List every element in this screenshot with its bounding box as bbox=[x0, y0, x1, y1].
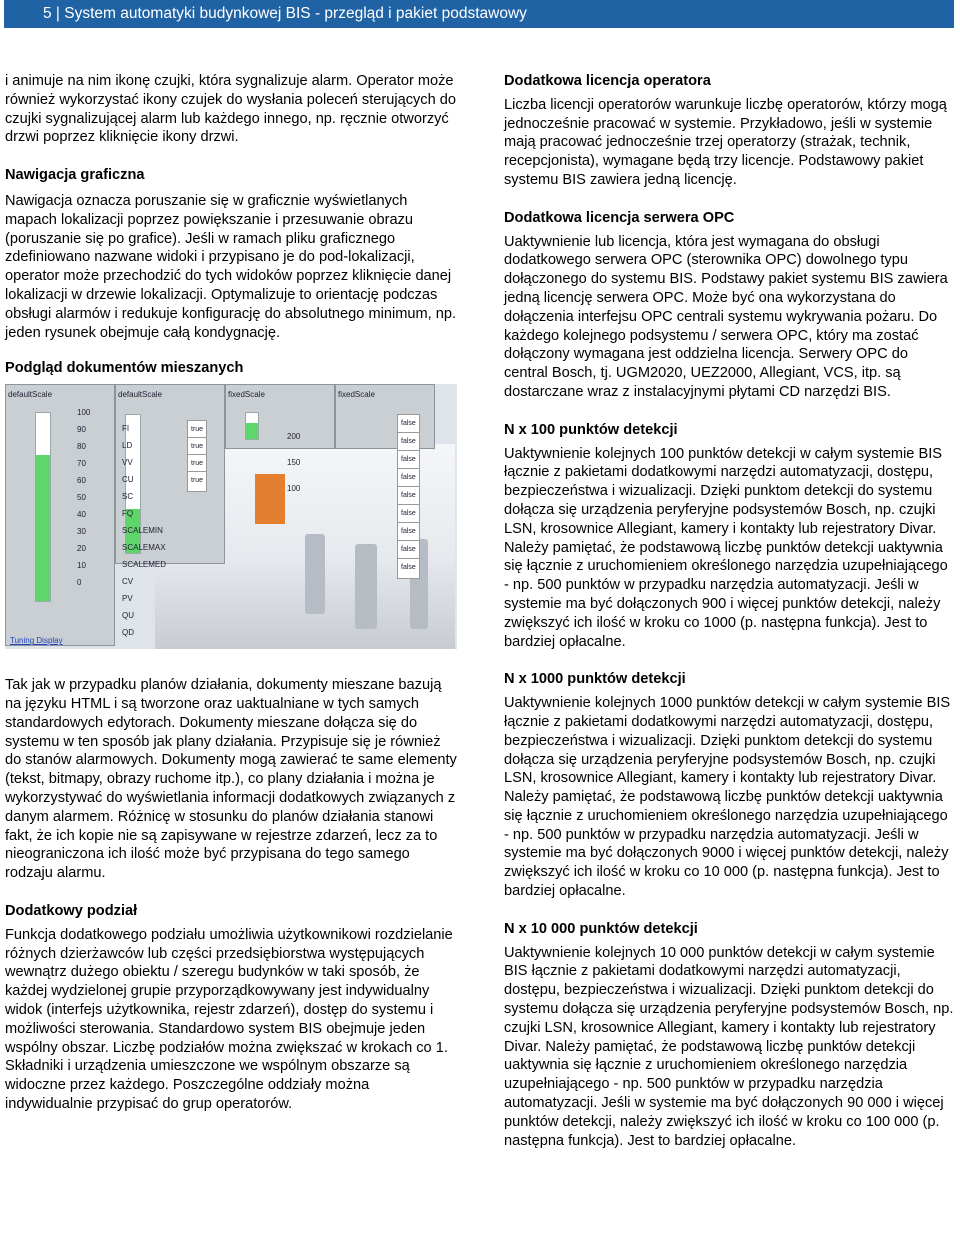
turnstile-gate bbox=[305, 534, 325, 614]
docs-heading: Podgląd dokumentów mieszanych bbox=[5, 360, 244, 377]
value-tag: false bbox=[397, 540, 420, 561]
panel-title: fixedScale bbox=[228, 390, 265, 400]
tuning-display-link: Tuning Display bbox=[10, 636, 63, 646]
value-tag: false bbox=[397, 468, 420, 489]
scale-tick: 100 bbox=[287, 484, 301, 494]
level-fill bbox=[36, 455, 50, 602]
n100-heading: N x 100 punktów detekcji bbox=[504, 421, 678, 438]
value-tag: false bbox=[397, 504, 420, 525]
n1000-paragraph: Uaktywnienie kolejnych 1000 punktów detekcji w całym systemie BIS łącznie z pakietami dodatkowymi narzędzi automatyzacji, dostępu, bezpieczeństwa i wizualizacji. Dzięki punktom detekcji do systemu dołącza się urządzenia peryferyjne podsystemów Bosch, np. czujki LSN, krosownice Allegiant, kamery i kontakty lub rejestratory Divar. Należy pamiętać, że podstawową liczbę punktów detekcji uaktywnia się łącznie z uruchomieniem określonego narzędzia uzupełniającego - np. 500 punktów w przypadku narzędzia automatyzacji. Jeśli w systemie ma być dołączonych 9000 i więcej punktów detekcji, należy zwiększyć ich ilość w kroku co 10 000 (p. następna funkcja). Jest to bardziej opłacalne. bbox=[504, 695, 951, 900]
scale-tick: 90 bbox=[77, 425, 86, 435]
scale-panel-c bbox=[225, 384, 335, 449]
left-column bbox=[5, 72, 457, 1114]
scale-tick: 10 bbox=[77, 561, 86, 571]
operator-license-paragraph: Liczba licencji operatorów warunkuje liczbę operatorów, którzy mogą jednocześnie pracować w systemie. Przykładowo, jeśli w systemie mają pracować jednocześnie trzej operatorzy (strażak, technik, recepcjonista), wymagane będą trzy licencje. Podstawowy pakiet systemu BIS zawiera jedną licencję. bbox=[504, 96, 947, 188]
variable-label: CV bbox=[122, 577, 134, 587]
scale-tick: 50 bbox=[77, 493, 86, 503]
value-tag: true bbox=[187, 420, 207, 441]
value-tag: false bbox=[397, 486, 420, 507]
opc-license-heading: Dodatkowa licencja serwera OPC bbox=[504, 209, 735, 226]
panel-title: defaultScale bbox=[8, 390, 53, 400]
level-fill bbox=[246, 423, 258, 439]
value-tag: false bbox=[397, 522, 420, 543]
level-bar bbox=[35, 412, 51, 602]
division-heading: Dodatkowy podział bbox=[5, 902, 138, 919]
info-screen bbox=[255, 474, 285, 524]
variable-label: CU bbox=[122, 475, 134, 485]
scale-tick: 150 bbox=[287, 458, 301, 468]
opc-license-paragraph: Uaktywnienie lub licencja, która jest wymagana do obsługi dodatkowego serwera OPC (sterownika OPC) dowolnego typu dołączonego do systemu BIS. Podstawy pakiet systemu BIS zawiera jedną licencję serwera OPC. Może być ona wykorzystana do dołączenia interfejsu OPC centrali systemu wykrywania pożaru. Do każdego kolejnego podsystemu / serwera OPC, który ma zostać dołączony wymagana jest oddzielna licencja. Serwery OPC do central Bosch, tj. UGM2020, UEZ2000, Allegiant, VCS, itp. są dostarczane wraz z instalacyjnymi płytami CD narzędzi BIS. bbox=[504, 233, 948, 400]
turnstile-gate bbox=[355, 544, 377, 629]
n10000-paragraph: Uaktywnienie kolejnych 10 000 punktów detekcji w całym systemie BIS łącznie z pakietami dodatkowymi narzędzi automatyzacji, dostępu, bezpieczeństwa i wizualizacji. Dzięki punktom detekcji do systemu dołącza się urządzenia peryferyjne podsystemów Bosch, np. czujki LSN, krosownice Allegiant, kamery i kontakty lub rejestratory Divar. Należy pamiętać, że podstawową liczbę punktów detekcji uaktywnia się łącznie z uruchomieniem określonego narzędzia uzupełniającego - np. 500 punktów w przypadku narzędzia automatyzacji. Jeśli w systemie ma być dołączonych 90 000 i więcej punktów detekcji, należy zwiększyć ich ilość w kroku co 100 000 (p. następna funkcja). Jest to bardziej opłacalne. bbox=[504, 944, 954, 1149]
scale-tick: 60 bbox=[77, 476, 86, 486]
value-tag: false bbox=[397, 414, 420, 435]
variable-label: SC bbox=[122, 492, 134, 502]
value-tag: true bbox=[187, 437, 207, 458]
operator-license-heading: Dodatkowa licencja operatora bbox=[504, 73, 711, 89]
scale-tick: 20 bbox=[77, 544, 86, 554]
right-column bbox=[504, 72, 954, 1150]
variable-label: PV bbox=[122, 594, 133, 604]
scale-tick: 70 bbox=[77, 459, 86, 469]
panel-title: defaultScale bbox=[118, 390, 163, 400]
n10000-heading: N x 10 000 punktów detekcji bbox=[504, 920, 698, 937]
scale-tick: 80 bbox=[77, 442, 86, 452]
variable-label: LD bbox=[122, 441, 133, 451]
scale-tick: 30 bbox=[77, 527, 86, 537]
panel-title: fixedScale bbox=[338, 390, 375, 400]
mixed-documents-figure bbox=[5, 384, 457, 649]
variable-label: FQ bbox=[122, 509, 134, 519]
page-header bbox=[4, 0, 954, 28]
nav-paragraph: Nawigacja oznacza poruszanie się w graficznie wyświetlanych mapach lokalizacji poprzez powiększanie i przesuwanie obrazu (poruszanie się po grafice). Jeśli w ramach pliku graficznego zdefiniowano nazwane widoki i przypisano je do pod-lokalizacji, operator może przechodzić do tych widoków poprzez kliknięcie danej lokalizacji w drzewie lokalizacji. Optymalizuje to orientację podczas obsługi alarmów i redukuje konfigurację do absolutnego minimum, np. jeden rysunek obejmuje całą kondygnację. bbox=[5, 192, 457, 341]
n1000-heading: N x 1000 punktów detekcji bbox=[504, 671, 686, 688]
variable-label: FI bbox=[122, 424, 130, 434]
scale-tick: 200 bbox=[287, 432, 301, 442]
variable-label: SCALEMAX bbox=[122, 543, 166, 553]
scale-panel-a bbox=[5, 384, 115, 646]
nav-heading: Nawigacja graficzna bbox=[5, 167, 145, 184]
header-title: 5 | System automatyki budynkowej BIS - przegląd i pakiet podstawowy bbox=[43, 5, 527, 22]
variable-label: QD bbox=[122, 628, 134, 638]
variable-label: VV bbox=[122, 458, 133, 468]
scale-panel-d bbox=[335, 384, 435, 449]
n100-paragraph: Uaktywnienie kolejnych 100 punktów detekcji w całym systemie BIS łącznie z pakietami dodatkowymi narzędzi automatyzacji, dostępu, bezpieczeństwa i wizualizacji. Dzięki punktom detekcji do systemu dołącza się urządzenia peryferyjne podsystemów Bosch, np. czujki LSN, krosownice Allegiant, kamery i kontakty lub rejestratory Divar. Należy pamiętać, że podstawową liczbę punktów detekcji uaktywnia się łącznie z uruchomieniem określonego narzędzia uzupełniającego - np. 500 punktów w przypadku narzędzia automatyzacji. Jeśli w systemie ma być dołączonych 900 i więcej punktów detekcji, należy zwiększyć ich ilość w kroku co 1000 (p. następna funkcja). Jest to bardziej opłacalne. bbox=[504, 445, 948, 650]
scale-tick: 0 bbox=[77, 578, 82, 588]
division-paragraph: Funkcja dodatkowego podziału umożliwia użytkownikowi rozdzielanie różnych dzierżawców lub części przedsiębiorstwa występujących wewnątrz dużego obiektu / szeregu budynków w taki sposób, że każdej wydzielonej grupie przyporządkowywany jest indywidualny widok (interfejs użytkownika, rejestr zdarzeń), dostęp do systemu i możliwości sterowania. Standardowo system BIS obejmuje jeden wspólny obszar. Liczbę podziałów można zwiększać w krokach co 1. Składniki i urządzenia umieszczone we wspólnym obszarze są widoczne przez każdego. Poszczególne oddziały można indywidualnie przypisać do grup operatorów. bbox=[5, 926, 453, 1112]
scale-tick: 40 bbox=[77, 510, 86, 520]
intro-paragraph: i animuje na nim ikonę czujki, która sygnalizuje alarm. Operator może również wykorzystać ikony czujek do wysłania poleceń sterujących do czujki sygnalizującej alarm lub każdego innego, np. ręcznie otworzyć drzwi poprzez kliknięcie ikony drzwi. bbox=[5, 73, 456, 146]
value-tag: false bbox=[397, 450, 420, 471]
level-bar bbox=[245, 412, 259, 440]
value-tag: false bbox=[397, 432, 420, 453]
variable-label: SCALEMED bbox=[122, 560, 167, 570]
variable-label: QU bbox=[122, 611, 134, 621]
docs-paragraph: Tak jak w przypadku planów działania, dokumenty mieszane bazują na języku HTML i są tworzone oraz uaktualniane w tych samych standardowych edytorach. Dokumenty mieszane dołącza się do systemu w ten sposób jak plany działania. Przypisuje się je również do stanów alarmowych. Dokumenty mogą zawierać te same elementy (tekst, bitmapy, obrazy ruchome itp.), co plany działania i można je wykorzystywać do wyświetlania informacji dodatkowych związanych z danym alarmem. Różnicę w stosunku do planów działania stanowi fakt, że ich kopie nie są zapisywane w rejestrze zdarzeń, lecz za to nieograniczona ich ilość może być przypisana do tego samego rodzaju alarmu. bbox=[5, 677, 457, 882]
value-tag: true bbox=[187, 471, 207, 492]
variable-label: SCALEMIN bbox=[122, 526, 163, 536]
value-tag: true bbox=[187, 454, 207, 475]
scale-tick: 100 bbox=[77, 408, 91, 418]
value-tag: false bbox=[397, 558, 420, 579]
